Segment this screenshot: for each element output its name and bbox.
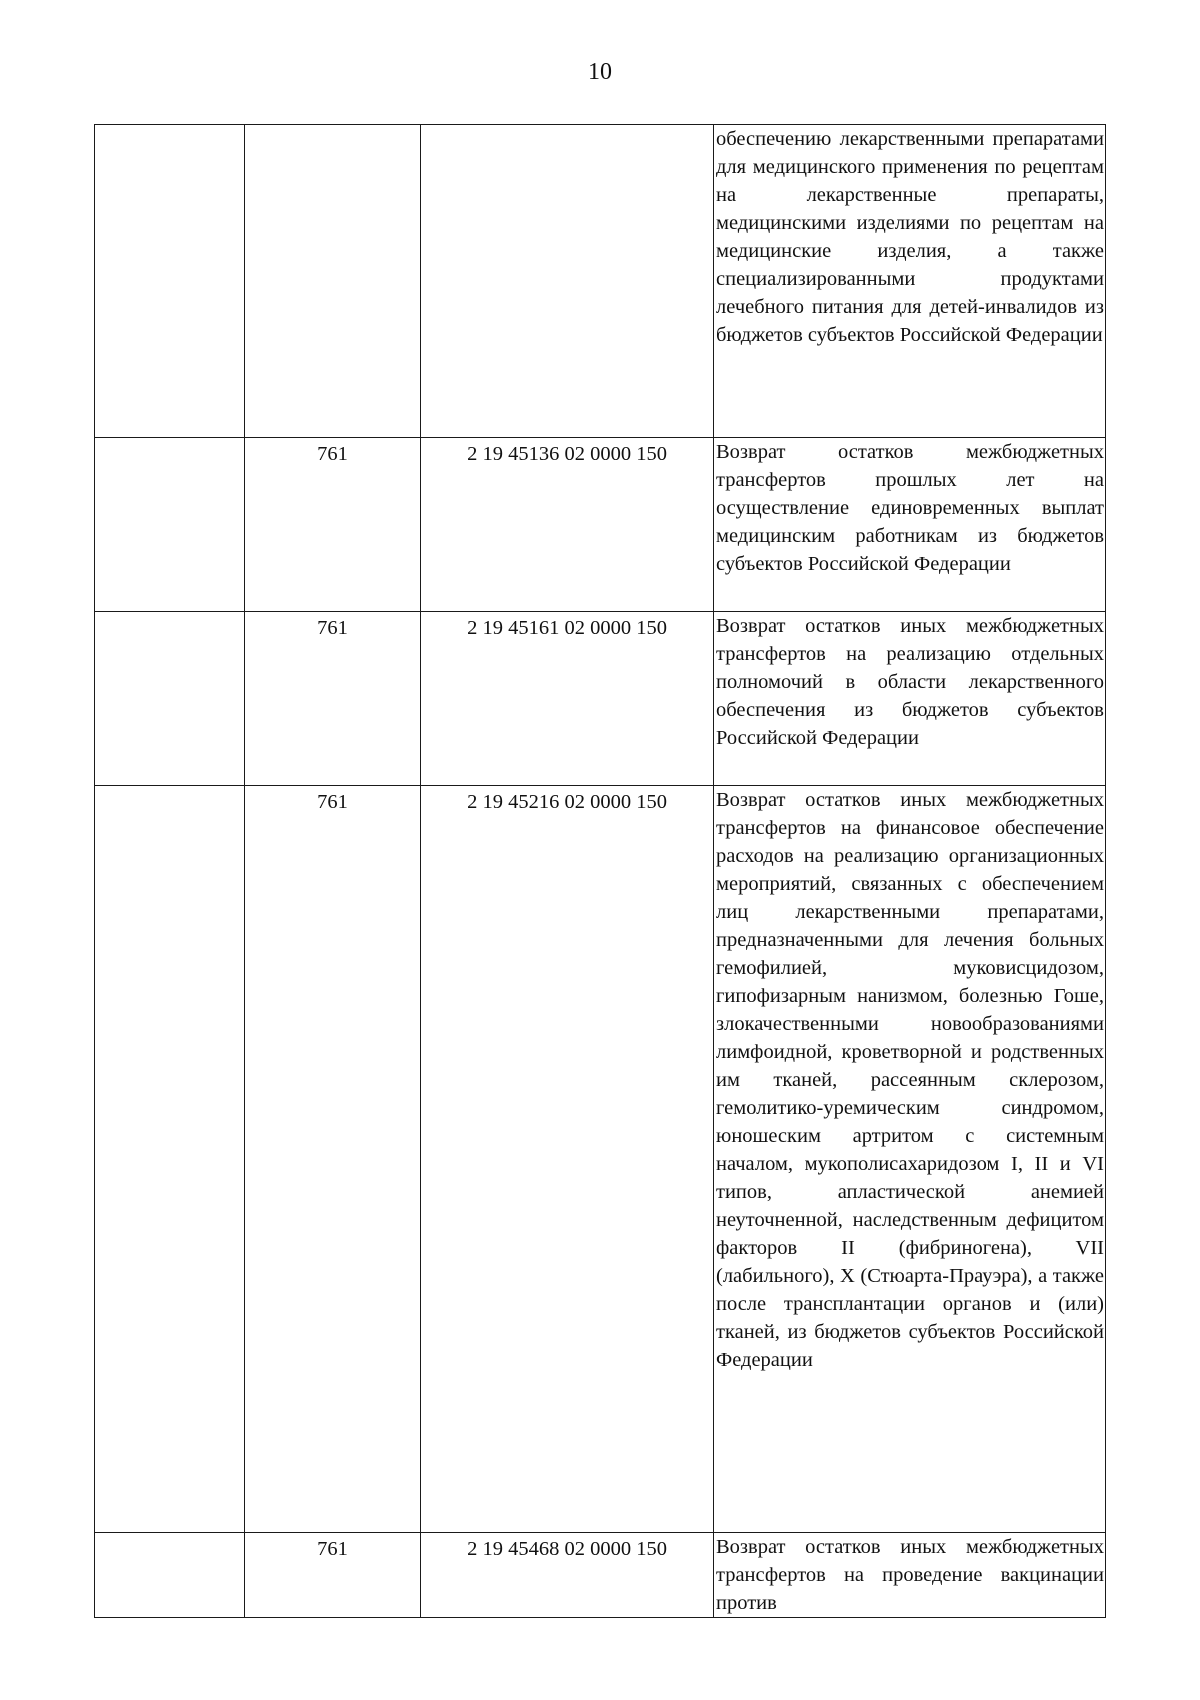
budget-code-cell — [421, 125, 714, 438]
empty-cell — [95, 438, 245, 612]
administrator-code-cell: 761 — [245, 1533, 421, 1618]
empty-cell — [95, 612, 245, 786]
empty-cell — [95, 786, 245, 1533]
administrator-code-cell: 761 — [245, 438, 421, 612]
table-row — [95, 438, 1106, 612]
budget-code-cell: 2 19 45136 02 0000 150 — [421, 438, 714, 612]
empty-cell — [95, 1533, 245, 1618]
table-row — [95, 786, 1106, 1533]
page-number: 10 — [588, 59, 612, 85]
description-cell: Возврат остатков межбюджетных трансфертов прошлых лет на осуществление единовременных выплат медицинским работникам из бюджетов субъектов Российской Федерации — [714, 438, 1106, 612]
empty-cell — [95, 125, 245, 438]
budget-code-cell: 2 19 45161 02 0000 150 — [421, 612, 714, 786]
table-row — [95, 125, 1106, 438]
table-row — [95, 1533, 1106, 1618]
budget-code-cell: 2 19 45216 02 0000 150 — [421, 786, 714, 1533]
description-cell: обеспечению лекарственными препаратами для медицинского применения по рецептам на лекарственные препараты, медицинскими изделиями по рецептам на медицинские изделия, а также специализированными продуктами лечебного питания для детей-инвалидов из бюджетов субъектов Российской Федерации — [714, 125, 1106, 438]
description-cell: Возврат остатков иных межбюджетных трансфертов на реализацию отдельных полномочий в области лекарственного обеспечения из бюджетов субъектов Российской Федерации — [714, 612, 1106, 786]
budget-classification-table — [94, 124, 1106, 1618]
table-row — [95, 612, 1106, 786]
administrator-code-cell: 761 — [245, 786, 421, 1533]
administrator-code-cell: 761 — [245, 612, 421, 786]
administrator-code-cell — [245, 125, 421, 438]
description-cell: Возврат остатков иных межбюджетных трансфертов на финансовое обеспечение расходов на реализацию организационных мероприятий, связанных с обеспечением лиц лекарственными препаратами, предназначенными для лечения больных гемофилией, муковисцидозом, гипофизарным нанизмом, болезнью Гоше, злокачественными новообразованиями лимфоидной, кроветворной и родственных им тканей, рассеянным склерозом, гемолитико-уремическим синдромом, юношеским артритом с системным началом, мукополисахаридозом I, II и VI типов, апластической анемией неуточненной, наследственным дефицитом факторов II (фибриногена), VII (лабильного), X (Стюарта-Прауэра), а также после трансплантации органов и (или) тканей, из бюджетов субъектов Российской Федерации — [714, 786, 1106, 1533]
description-cell: Возврат остатков иных межбюджетных трансфертов на проведение вакцинации против — [714, 1533, 1106, 1618]
budget-code-cell: 2 19 45468 02 0000 150 — [421, 1533, 714, 1618]
